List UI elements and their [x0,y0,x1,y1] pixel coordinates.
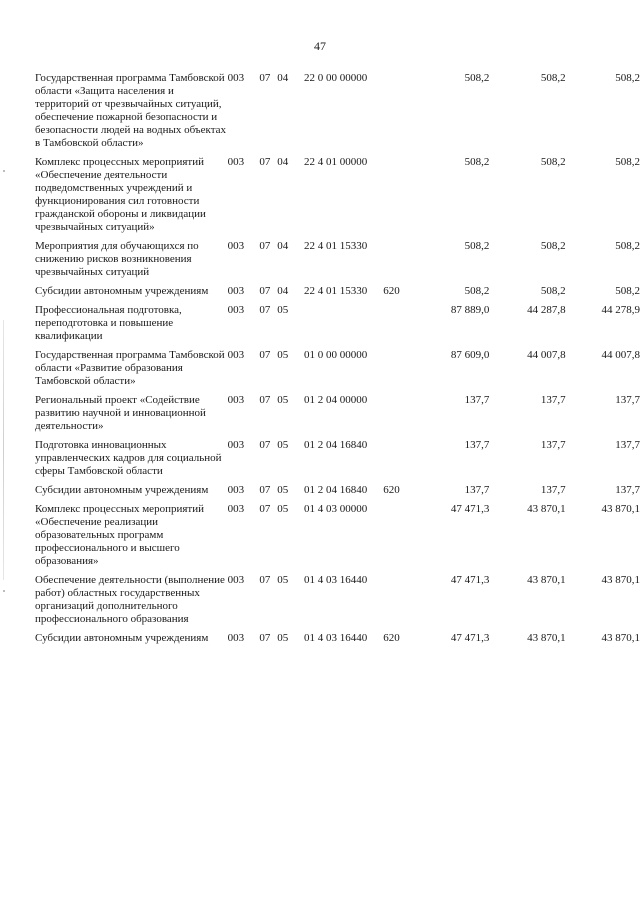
row-name: Подготовка инновационных управленческих кадров для социальной сферы Тамбовской области [35,439,222,477]
ministry-code: 003 [227,439,245,451]
amount-year-2: 137,7 [540,394,566,406]
expense-type-code: 620 [383,484,400,496]
subsection-code: 04 [277,72,289,84]
target-article-code: 22 4 01 15330 [304,240,368,252]
target-article-code: 01 4 03 16440 [304,574,368,586]
amount-year-1: 508,2 [464,156,490,168]
expense-type-code [383,574,405,632]
amount-year-2: 508,2 [540,72,566,84]
subsection-code: 05 [277,349,289,361]
section-code: 07 [259,394,271,406]
amount-year-2: 508,2 [540,285,566,297]
amount-year-1: 47 471,3 [450,574,490,586]
amount-year-2: 44 007,8 [527,349,566,361]
scan-speck [3,170,5,172]
amount-year-2: 137,7 [540,439,566,451]
expense-type-code [383,72,405,156]
amount-year-3: 137,7 [615,394,640,406]
budget-table-body [35,72,640,651]
section-code: 07 [259,503,271,515]
expense-type-code [383,349,405,394]
row-name: Государственная программа Тамбовской области «Развитие образования Тамбовской области» [35,349,225,387]
subsection-code: 05 [277,439,289,451]
ministry-code: 003 [227,574,245,586]
subsection-code: 05 [277,304,289,316]
table-row [35,439,640,484]
table-row [35,349,640,394]
row-name: Мероприятия для обучающихся по снижению рисков возникновения чрезвычайных ситуаций [35,240,199,278]
ministry-code: 003 [227,240,245,252]
amount-year-2: 43 870,1 [527,632,566,644]
subsection-code: 04 [277,240,289,252]
section-code: 07 [259,240,271,252]
ministry-code: 003 [227,632,245,644]
row-name: Комплекс процессных мероприятий «Обеспечение реализации образовательных программ профессионального и высшего образования» [35,503,204,567]
amount-year-3: 43 870,1 [601,574,640,586]
expense-type-code: 620 [383,632,400,644]
ministry-code: 003 [227,304,245,316]
row-name: Субсидии автономным учреждениям [35,632,209,644]
amount-year-2: 137,7 [540,484,566,496]
expense-type-code [383,156,405,240]
ministry-code: 003 [227,156,245,168]
subsection-code: 04 [277,156,289,168]
amount-year-3: 43 870,1 [601,632,640,644]
section-code: 07 [259,72,271,84]
table-row [35,240,640,285]
amount-year-2: 43 870,1 [527,503,566,515]
amount-year-1: 137,7 [464,394,490,406]
ministry-code: 003 [227,503,245,515]
row-name: Профессиональная подготовка, переподготовка и повышение квалификации [35,304,182,342]
row-name: Субсидии автономным учреждениям [35,285,209,297]
amount-year-1: 137,7 [464,439,490,451]
target-article-code: 01 2 04 16840 [304,484,368,496]
table-row [35,285,640,304]
section-code: 07 [259,285,271,297]
row-name: Комплекс процессных мероприятий «Обеспечение деятельности подведомственных учреждений и функционирования сил готовности гражданской обороны и ликвидации чрезвычайных ситуаций» [35,156,206,233]
target-article-code: 22 4 01 00000 [304,156,368,168]
amount-year-1: 87 889,0 [450,304,490,316]
ministry-code: 003 [227,394,245,406]
table-row [35,304,640,349]
amount-year-1: 508,2 [464,285,490,297]
table-row [35,632,640,651]
amount-year-2: 508,2 [540,156,566,168]
expense-type-code [383,240,405,285]
expense-type-code [383,503,405,574]
amount-year-3: 44 278,9 [601,304,640,316]
scan-margin-line [3,320,4,580]
subsection-code: 05 [277,394,289,406]
row-name: Государственная программа Тамбовской области «Защита населения и территорий от чрезвычайных ситуаций, обеспечение пожарной безопасности и безопасности людей на водных объектах в Тамбовской области» [35,72,227,149]
table-row [35,156,640,240]
section-code: 07 [259,574,271,586]
row-name: Обеспечение деятельности (выполнение работ) областных государственных организаций дополнительного профессионального образования [35,574,225,625]
budget-table [35,72,640,651]
subsection-code: 05 [277,632,289,644]
table-row [35,484,640,503]
section-code: 07 [259,304,271,316]
section-code: 07 [259,484,271,496]
ministry-code: 003 [227,349,245,361]
expense-type-code [383,304,405,349]
scan-speck [3,590,5,592]
amount-year-1: 137,7 [464,484,490,496]
amount-year-1: 508,2 [464,240,490,252]
expense-type-code [383,439,405,484]
table-row [35,72,640,156]
subsection-code: 05 [277,574,289,586]
amount-year-1: 87 609,0 [450,349,490,361]
amount-year-3: 508,2 [615,240,640,252]
target-article-code: 22 0 00 00000 [304,72,368,84]
target-article-code: 01 0 00 00000 [304,349,368,361]
amount-year-3: 508,2 [615,156,640,168]
row-name: Субсидии автономным учреждениям [35,484,209,496]
section-code: 07 [259,156,271,168]
target-article-code: 22 4 01 15330 [304,285,368,297]
target-article-code: 01 2 04 00000 [304,394,368,406]
amount-year-3: 508,2 [615,285,640,297]
target-article-code [304,304,383,349]
amount-year-3: 137,7 [615,484,640,496]
ministry-code: 003 [227,484,245,496]
subsection-code: 05 [277,484,289,496]
row-name: Региональный проект «Содействие развитию научной и инновационной деятельности» [35,394,206,432]
subsection-code: 05 [277,503,289,515]
amount-year-1: 47 471,3 [450,503,490,515]
section-code: 07 [259,349,271,361]
amount-year-2: 43 870,1 [527,574,566,586]
target-article-code: 01 2 04 16840 [304,439,368,451]
amount-year-1: 47 471,3 [450,632,490,644]
target-article-code: 01 4 03 16440 [304,632,368,644]
amount-year-2: 44 287,8 [527,304,566,316]
expense-type-code: 620 [383,285,400,297]
amount-year-3: 44 007,8 [601,349,640,361]
amount-year-3: 43 870,1 [601,503,640,515]
section-code: 07 [259,632,271,644]
amount-year-3: 137,7 [615,439,640,451]
table-row [35,503,640,574]
ministry-code: 003 [227,72,245,84]
expense-type-code [383,394,405,439]
table-row [35,574,640,632]
amount-year-3: 508,2 [615,72,640,84]
amount-year-1: 508,2 [464,72,490,84]
section-code: 07 [259,439,271,451]
amount-year-2: 508,2 [540,240,566,252]
target-article-code: 01 4 03 00000 [304,503,368,515]
ministry-code: 003 [227,285,245,297]
table-row [35,394,640,439]
page-number: 47 [314,39,326,53]
subsection-code: 04 [277,285,289,297]
